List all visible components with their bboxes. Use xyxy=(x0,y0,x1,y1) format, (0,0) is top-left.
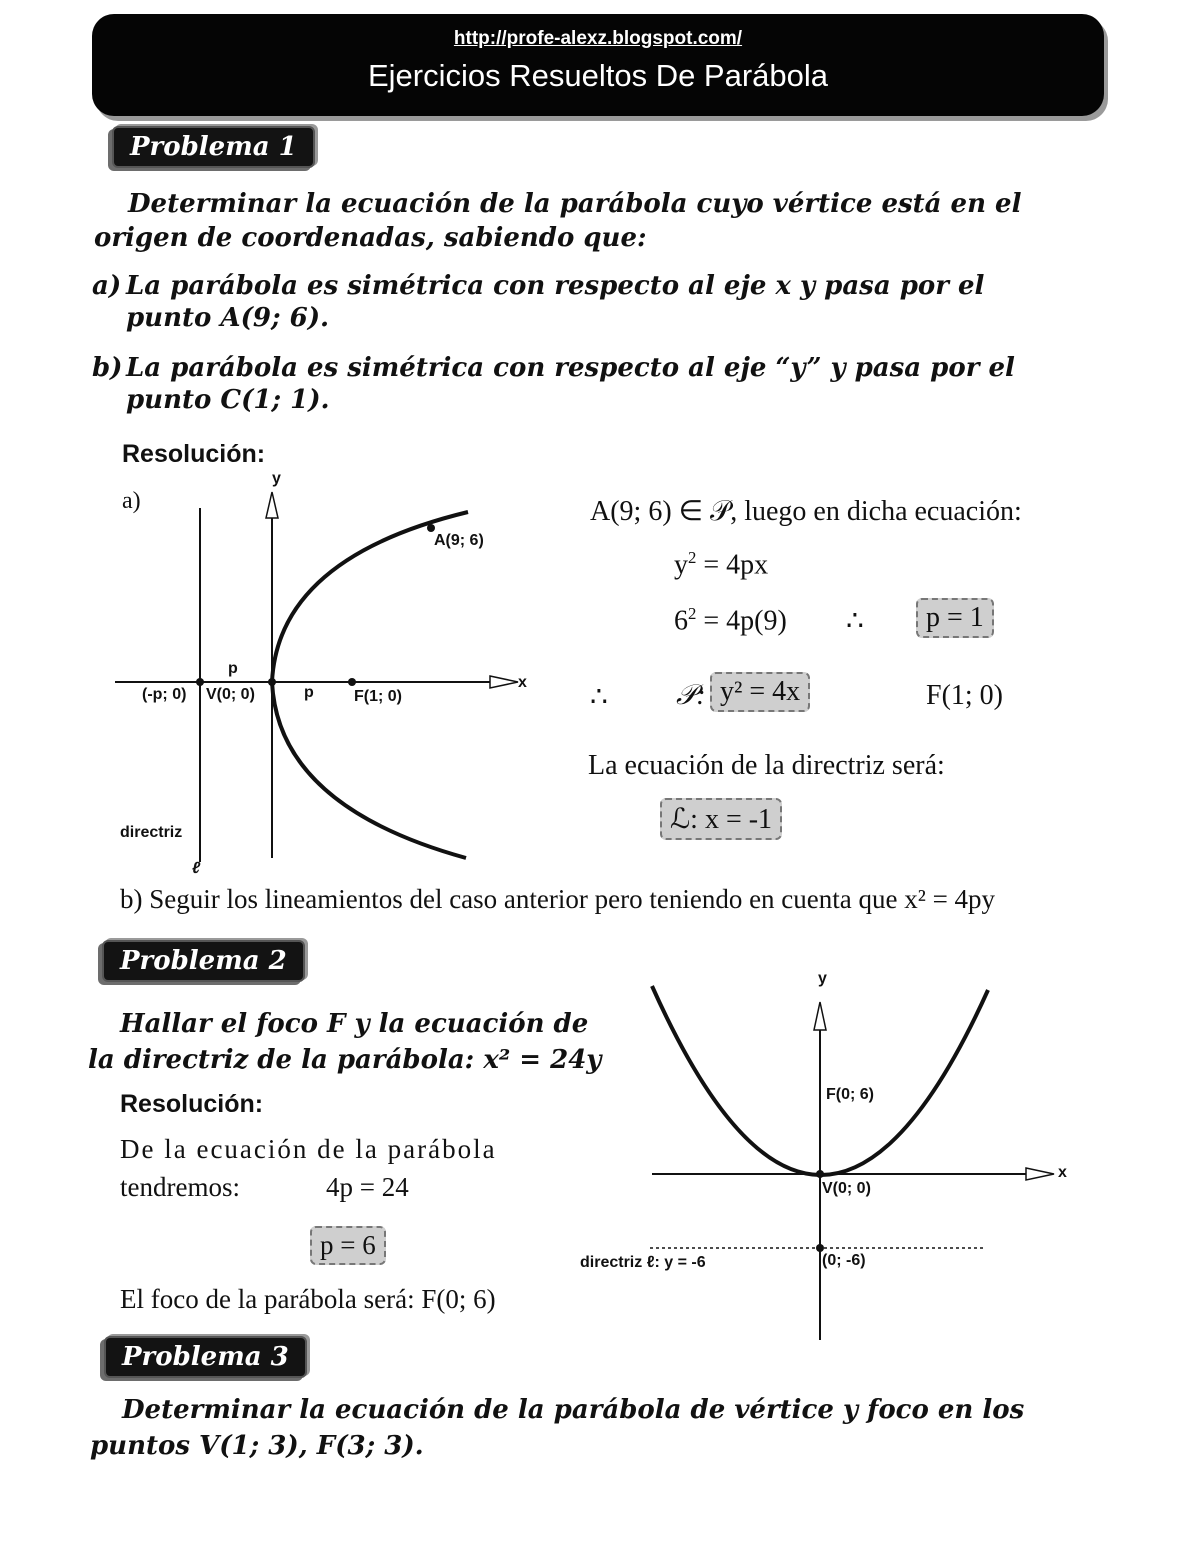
directrix-symbol: ℓ xyxy=(192,860,201,877)
graph-part-label: a) xyxy=(122,488,141,514)
problem-2-equation: 4p = 24 xyxy=(326,1172,409,1202)
problem-1-statement-line-2: origen de coordenadas, sabiendo que: xyxy=(94,223,647,253)
equation-1-lhs: y xyxy=(674,549,688,581)
directrix-equation-box: ℒ: x = -1 xyxy=(660,798,782,840)
page-title: Ejercicios Resueltos De Parábola xyxy=(367,58,829,93)
parabola-graph-2-svg xyxy=(578,968,1078,1344)
part-a-line-2: punto A(9; 6). xyxy=(126,303,330,333)
resolution-label-1: Resolución: xyxy=(122,440,266,468)
problem-2-p-result-box: p = 6 xyxy=(310,1226,386,1265)
parabola-graph-1 xyxy=(100,470,550,880)
parabola-symbol: 𝒫: xyxy=(676,680,706,711)
problem-3-badge: Problema 3 xyxy=(104,1336,307,1378)
graph2-y-label: y xyxy=(818,970,827,987)
problem-1-badge: Problema 1 xyxy=(112,126,315,168)
focus-result: F(1; 0) xyxy=(926,680,1003,711)
solution-line-1: A(9; 6) ∈ 𝒫, luego en dicha ecuación: xyxy=(590,496,1022,527)
minus-p-label: (-p; 0) xyxy=(142,686,187,703)
part-a-marker: a) xyxy=(92,271,122,301)
part-a-line-1: La parábola es simétrica con respecto al eje x y pasa por el xyxy=(126,271,985,301)
part-b-marker: b) xyxy=(92,353,123,383)
graph-x-label: x xyxy=(518,674,527,691)
therefore-symbol-2: ∴ xyxy=(590,682,608,713)
graph2-focus-label: F(0; 6) xyxy=(826,1086,874,1103)
blog-url[interactable]: http://profe-alexz.blogspot.com/ xyxy=(453,28,743,49)
therefore-symbol-1: ∴ xyxy=(846,606,864,637)
focus-marker xyxy=(348,678,356,686)
graph2-directrix-point-marker xyxy=(816,1244,824,1252)
graph2-directrix-label: directriz ℓ: y = -6 xyxy=(580,1254,706,1271)
problem-3-statement-line-2: puntos V(1; 3), F(3; 3). xyxy=(90,1431,424,1461)
equation-2-rhs: = 4p(9) xyxy=(696,605,787,637)
parabola-curve xyxy=(272,512,468,858)
problem-2-focus-text: El foco de la parábola será: F(0; 6) xyxy=(120,1284,496,1314)
equation-1: $y^2 = 4px$ xyxy=(674,548,769,581)
equation-2-lhs: 6 xyxy=(674,605,688,637)
graph2-vertex-marker xyxy=(816,1170,824,1178)
part-b-line-1: La parábola es simétrica con respecto al eje “y” y pasa por el xyxy=(126,353,1015,383)
part-b-solution: b) Seguir los lineamientos del caso anterior pero teniendo en cuenta que x² = 4py xyxy=(120,884,996,914)
problem-2-statement-line-1: Hallar el foco F y la ecuación de xyxy=(120,1009,589,1039)
page-header xyxy=(92,14,1104,116)
p-result-box: p = 1 xyxy=(916,598,994,638)
point-a-marker xyxy=(427,524,435,532)
minus-p-marker xyxy=(196,678,204,686)
problem-1-statement-line-1: Determinar la ecuación de la parábola cuyo vértice está en el xyxy=(128,189,1022,219)
graph2-vertex-label: V(0; 0) xyxy=(822,1180,871,1197)
equation-2: $6^2 = 4p(9)$ xyxy=(674,604,787,637)
problem-2-statement-line-2: la directriz de la parábola: x² = 24y xyxy=(88,1045,602,1075)
graph2-x-label: x xyxy=(1058,1164,1067,1181)
directrix-intro: La ecuación de la directriz será: xyxy=(588,750,945,781)
p-top-label: p xyxy=(228,660,238,677)
graph-y-label: y xyxy=(272,470,281,487)
part-b-line-2: punto C(1; 1). xyxy=(126,385,330,415)
equation-1-rhs: = 4px xyxy=(696,549,769,581)
focus-label: F(1; 0) xyxy=(354,688,402,705)
parabola-graph-2 xyxy=(578,968,1078,1344)
p-right-label: p xyxy=(304,684,314,701)
y-axis-arrow xyxy=(266,492,278,518)
point-a-label: A(9; 6) xyxy=(434,532,484,549)
vertex-label: V(0; 0) xyxy=(206,686,255,703)
problem-2-text-line-1: De la ecuación de la parábola xyxy=(120,1134,497,1164)
problem-2-text-line-2: tendremos: xyxy=(120,1172,240,1202)
graph2-x-axis-arrow xyxy=(1026,1168,1054,1180)
problem-2-badge: Problema 2 xyxy=(102,940,305,982)
graph2-y-axis-arrow xyxy=(814,1002,826,1030)
directrix-label: directriz xyxy=(120,824,183,841)
vertex-marker xyxy=(268,678,276,686)
graph2-directrix-point-label: (0; -6) xyxy=(822,1252,866,1269)
parabola-equation-box: y² = 4x xyxy=(710,672,810,712)
resolution-label-2: Resolución: xyxy=(120,1090,264,1118)
x-axis-arrow xyxy=(490,676,518,688)
problem-3-statement-line-1: Determinar la ecuación de la parábola de vértice y foco en los xyxy=(122,1395,1025,1425)
